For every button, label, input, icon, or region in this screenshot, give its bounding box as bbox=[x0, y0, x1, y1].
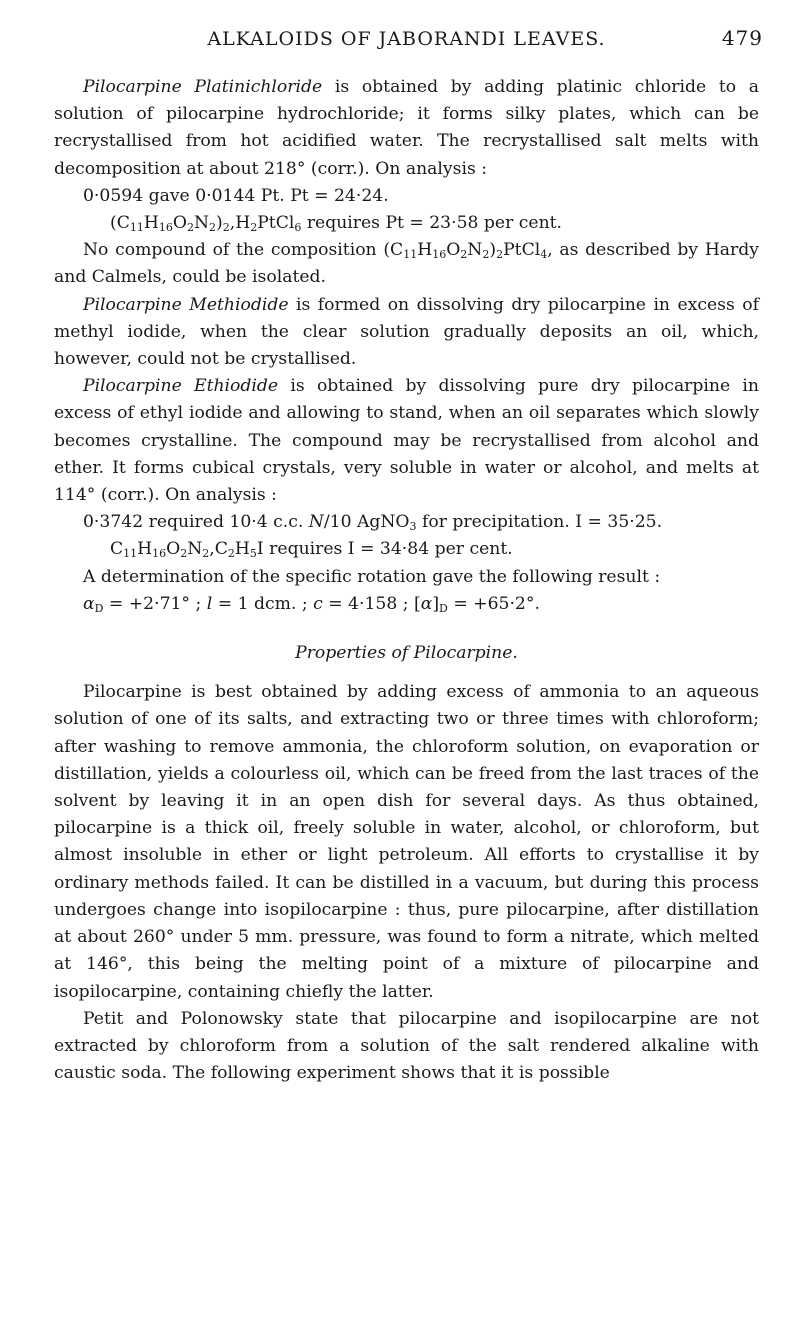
analysis-text-a: 0·3742 required 10·4 c.c. bbox=[83, 512, 309, 533]
analysis-text-c: for precipitation. I = 35·25. bbox=[416, 512, 663, 533]
paragraph-methiodide bbox=[54, 292, 759, 374]
book-page bbox=[54, 26, 763, 1087]
running-header bbox=[54, 26, 763, 60]
analysis-platinichloride-requires bbox=[54, 210, 759, 237]
section-heading-properties: Properties of Pilocarpine. bbox=[295, 643, 518, 664]
paragraph-ethiodide bbox=[54, 373, 759, 509]
running-title: ALKALOIDS OF JABORANDI LEAVES. bbox=[207, 28, 606, 50]
analysis-platinichloride-result: 0·0594 gave 0·0144 Pt. Pt = 24·24. bbox=[83, 185, 389, 206]
requires-text: requires Pt = 23·58 per cent. bbox=[301, 213, 563, 234]
paragraph-properties-2: Petit and Polonowsky state that pilocarpine and isopilocarpine are not extracted by chloroform from a solution of the salt rendered alkaline with caustic soda. The following experiment shows that it is possible bbox=[54, 1008, 759, 1084]
paragraph-platinichloride bbox=[54, 74, 759, 183]
subscript-3: 3 bbox=[409, 520, 417, 534]
paragraph-properties-1: Pilocarpine is best obtained by adding excess of ammonia to an aqueous solution of one of its salts, and extracting two or three times with chloroform; after washing to remove ammonia, the chloroform solution, on evaporation or distillation, yields a colourless oil, which can be freed from the last traces of the solvent by leaving it in an open dish for several days. As thus obtained, pilocarpine is a thick oil, freely soluble in water, alcohol, or chloroform, but almost insoluble in ether or light petroleum. All efforts to crystallise it by ordinary methods failed. It can be distilled in a vacuum, but during this process undergoes change into isopilocarpine : thus, pure pilocarpine, after distillation at about 260° under 5 mm. pressure, was found to form a nitrate, which melted at 146°, this being the melting point of a mixture of pilocarpine and isopilocarpine, containing chiefly the latter. bbox=[54, 682, 759, 1002]
paragraph-rotation: A determination of the specific rotation gave the following result : bbox=[83, 566, 661, 587]
analysis-ethiodide-result bbox=[54, 509, 759, 536]
no-compound-text-b: , as described by Hardy and Calmels, could be isolated. bbox=[54, 240, 759, 288]
formula-ethiodide: $C_{11}H_{16}O_2N_2,C_2H_5I$ bbox=[110, 539, 264, 561]
formula-ptcl4: $(C_{11}H_{16}O_2N_2)_2PtCl_4$ bbox=[383, 240, 548, 262]
compound-name-platinichloride: Pilocarpine Platinichloride bbox=[83, 77, 323, 97]
ethiodide-requires-text: requires I = 34·84 per cent. bbox=[263, 539, 513, 560]
platinichloride-text: is obtained by adding platinic chloride to a solution of pilocarpine hydrochloride; it forms silky plates, which can be recrystallised from hot acidified water. The recrystallised salt melts with decomposition at about 218° (corr.). On analysis : bbox=[54, 77, 760, 179]
ethiodide-text: is obtained by dissolving pure dry pilocarpine in excess of ethyl iodide and allowing to stand, when an oil separates which slowly becomes crystalline. The compound may be recrystallised from alcohol and ether. It forms cubical crystals, very soluble in water or alcohol, and melts at 114° (corr.). On analysis : bbox=[54, 376, 759, 506]
normality-n: N bbox=[308, 512, 324, 533]
compound-name-ethiodide: Pilocarpine Ethiodide bbox=[83, 376, 279, 397]
rotation-values: $\alpha_D = +2\cdot 71^\circ$ ; l = 1 dcm. ; c = 4·158 ; $[\alpha]_D = +65\cdot 2^\circ$. bbox=[83, 593, 540, 615]
analysis-ethiodide-requires bbox=[54, 536, 759, 563]
compound-name-methiodide: Pilocarpine Methiodide bbox=[83, 294, 289, 315]
analysis-text-b: /10 AgNO bbox=[323, 512, 410, 533]
no-compound-text-a: No compound of the composition bbox=[83, 240, 384, 261]
methiodide-text: is formed on dissolving dry pilocarpine in excess of methyl iodide, when the clear solution gradually deposits an oil, which, however, could not be crystallised. bbox=[54, 294, 759, 370]
page-number: 479 bbox=[721, 26, 763, 50]
formula-platinichloride: $(C_{11}H_{16}O_2N_2)_2,H_2PtCl_6$ bbox=[110, 213, 302, 235]
paragraph-no-compound bbox=[54, 237, 759, 291]
